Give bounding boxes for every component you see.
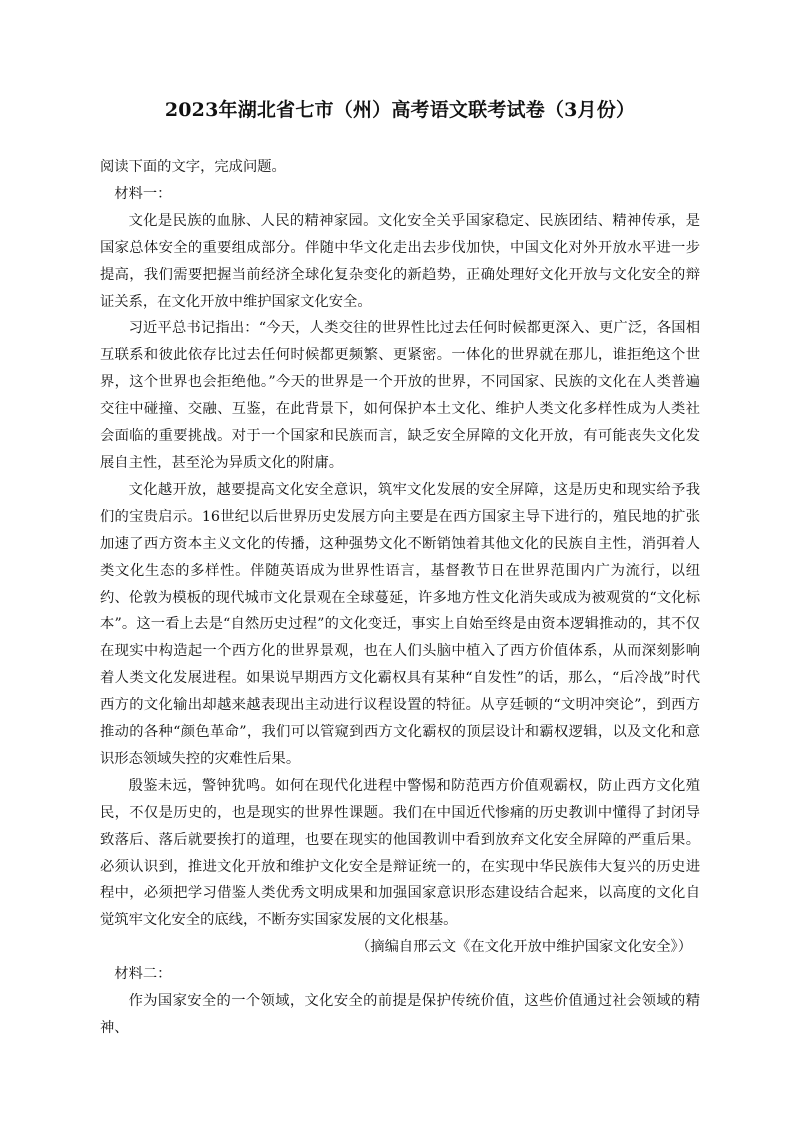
page-title: 2023年湖北省七市（州）高考语文联考试卷（3月份）: [164, 99, 636, 121]
instruction-text: 阅读下面的文字，完成问题。: [100, 159, 286, 175]
document-body: [100, 154, 700, 1042]
material-1-source: （摘编自邢云文《在文化开放中维护国家文化安全》）: [356, 939, 692, 956]
material-1-paragraph: 文化越开放，越要提高文化安全意识，筑牢文化发展的安全屏障，这是历史和现实给予我们的宝贵启示。16世纪以后世界历史发展方向主要是在西方国家主导下进行的，殖民地的扩张加速了西方资本主义文化的传播，这种强势文化不断销蚀着其他文化的民族自主性，消弭着人类文化生态的多样性。伴随英语成为世界性语言，基督教节日在世界范围内广为流行，以纽约、伦敦为模板的现代城市文化景观在全球蔓延，许多地方性文化消失或成为被观赏的“文化标本”。这一看上去是“自然历史过程”的文化变迁，事实上自始至终是由资本逻辑推动的，其不仅在现实中构造起一个西方化的世界景观，也在人们头脑中植入了西方价值体系，从而深刻影响着人类文化发展进程。如果说早期西方文化霸权具有某种“自发性”的话，那么，“后冷战”时代西方的文化输出却越来越表现出主动进行议程设置的特征。从亨廷顿的“文明冲突论”，到西方推动的各种“颜色革命”，我们可以管窥到西方文化霸权的顶层设计和霸权逻辑，以及文化和意识形态领域失控的灾难性后果。: [100, 481, 700, 767]
material-1-paragraph: 文化是民族的血脉、人民的精神家园。文化安全关乎国家稳定、民族团结、精神传承，是国家总体安全的重要组成部分。伴随中华文化走出去步伐加快，中国文化对外开放水平进一步提高，我们需要把握当前经济全球化复杂变化的新趋势，正确处理好文化开放与文化安全的辩证关系，在文化开放中维护国家文化安全。: [100, 212, 700, 310]
material-1-label: 材料一：: [114, 185, 172, 202]
material-2-paragraph: 作为国家安全的一个领域，文化安全的前提是保护传统价值，这些价值通过社会领域的精神、: [100, 993, 700, 1036]
material-2-label: 材料二：: [114, 966, 172, 983]
material-1-paragraph: 殷鉴未远，警钟犹鸣。如何在现代化进程中警惕和防范西方价值观霸权，防止西方文化殖民，不仅是历史的，也是现实的世界性课题。我们在中国近代惨痛的历史教训中懂得了封闭导致落后、落后就要挨打的道理，也要在现实的他国教训中看到放弃文化安全屏障的严重后果。必须认识到，推进文化开放和维护文化安全是辩证统一的，在实现中华民族伟大复兴的历史进程中，必须把学习借鉴人类优秀文明成果和加强国家意识形态建设结合起来，以高度的文化自觉筑牢文化安全的底线，不断夯实国家发展的文化根基。: [100, 777, 700, 929]
material-1-paragraph: 习近平总书记指出：“今天，人类交往的世界性比过去任何时候都更深入、更广泛，各国相互联系和彼此依存比过去任何时候都更频繁、更紧密。一体化的世界就在那儿，谁拒绝这个世界，这个世界也会拒绝他。”今天的世界是一个开放的世界，不同国家、民族的文化在人类普遍交往中碰撞、交融、互鉴，在此背景下，如何保护本土文化、维护人类文化多样性成为人类社会面临的重要挑战。对于一个国家和民族而言，缺乏安全屏障的文化开放，有可能丧失文化发展自主性，甚至沦为异质文化的附庸。: [100, 320, 700, 471]
